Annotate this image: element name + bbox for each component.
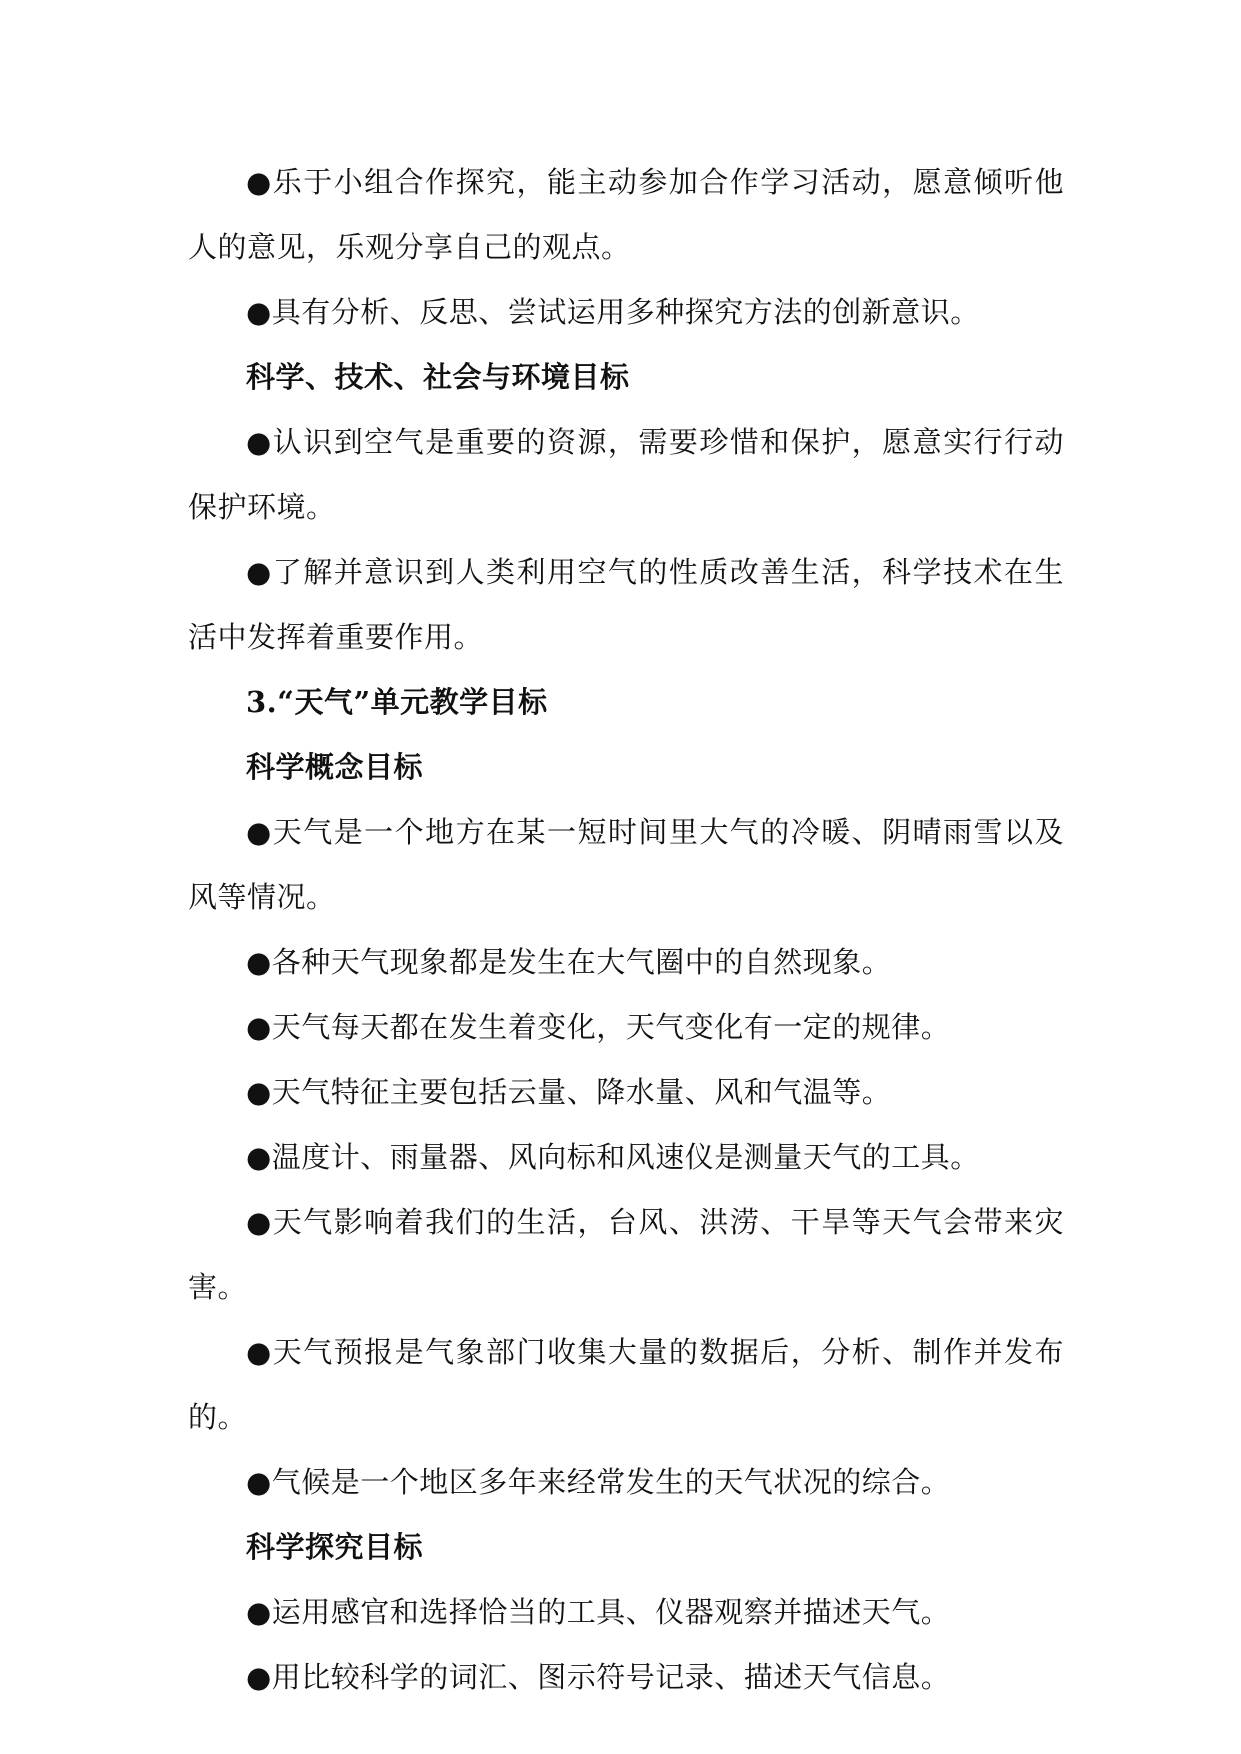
paragraph-record-weather: ●用比较科学的词汇、图示符号记录、描述天气信息。 [246, 1660, 951, 1694]
paragraph-weather-features: ●天气特征主要包括云量、降水量、风和气温等。 [246, 1075, 892, 1109]
paragraph-weather-definition: ●天气是一个地方在某一短时间里大气的冷暖、阴晴雨雪以及风等情况。 [188, 815, 1064, 914]
paragraph-weather-tools: ●温度计、雨量器、风向标和风速仪是测量天气的工具。 [246, 1140, 980, 1174]
paragraph-weather-forecast: ●天气预报是气象部门收集大量的数据后，分析、制作并发布的。 [188, 1335, 1064, 1434]
paragraph-weather-impact: ●天气影响着我们的生活，台风、洪涝、干旱等天气会带来灾害。 [188, 1205, 1064, 1304]
paragraph-innovation: ●具有分析、反思、尝试运用多种探究方法的创新意识。 [246, 295, 980, 329]
paragraph-air-resource: ●认识到空气是重要的资源，需要珍惜和保护，愿意实行行动保护环境。 [188, 425, 1064, 524]
paragraph-climate: ●气候是一个地区多年来经常发生的天气状况的综合。 [246, 1465, 951, 1499]
paragraph-weather-phenomena: ●各种天气现象都是发生在大气圈中的自然现象。 [246, 945, 892, 979]
heading-concept-goals: 科学概念目标 [246, 750, 424, 784]
document-body [188, 150, 1064, 1710]
heading-weather-unit: 3.“天气”单元教学目标 [246, 685, 548, 719]
paragraph-observe-weather: ●运用感官和选择恰当的工具、仪器观察并描述天气。 [246, 1595, 951, 1629]
heading-sts-goals: 科学、技术、社会与环境目标 [246, 360, 630, 394]
heading-inquiry-goals: 科学探究目标 [246, 1530, 424, 1564]
paragraph-weather-change: ●天气每天都在发生着变化，天气变化有一定的规律。 [246, 1010, 951, 1044]
paragraph-air-properties: ●了解并意识到人类利用空气的性质改善生活，科学技术在生活中发挥着重要作用。 [188, 555, 1064, 654]
paragraph-cooperation: ●乐于小组合作探究，能主动参加合作学习活动，愿意倾听他人的意见，乐观分享自己的观点。 [188, 165, 1064, 264]
